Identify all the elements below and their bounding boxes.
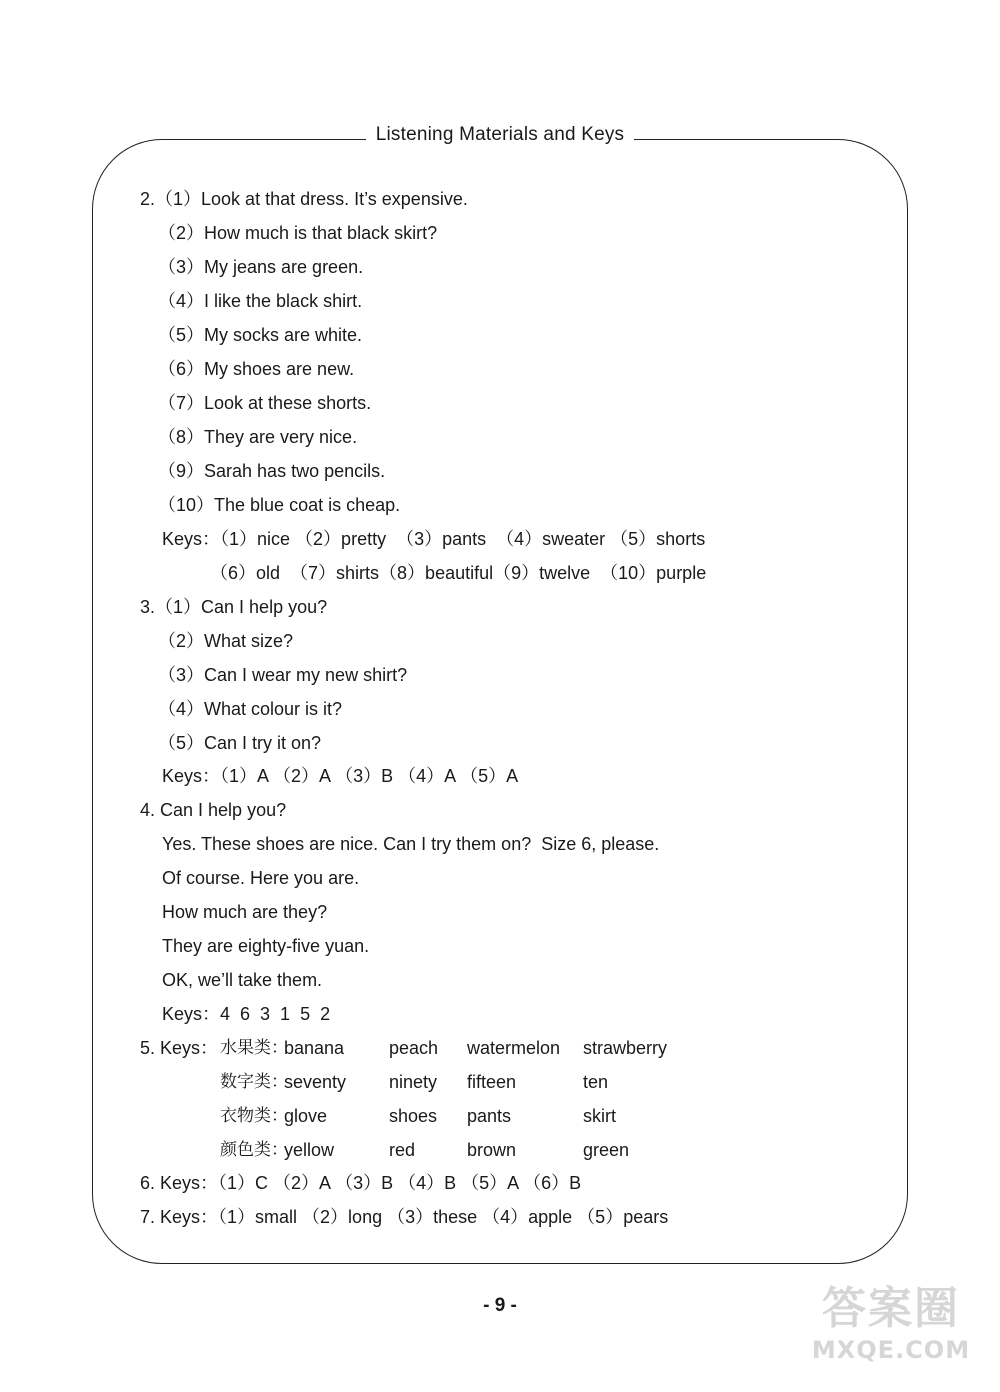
s5-word: peach [389, 1038, 439, 1058]
watermark-site-text: MXQE.COM [811, 1336, 971, 1364]
s2-item-8: （8）They are very nice. [158, 427, 358, 447]
s2-item-3: （3）My jeans are green. [158, 257, 364, 277]
page-header [0, 124, 1000, 146]
s5-word: ninety [389, 1072, 438, 1092]
s4-line-1: 4. Can I help you? [140, 800, 287, 820]
s5-category-fruit: 水果类： [220, 1038, 288, 1058]
s2-item-10: （10）The blue coat is cheap. [158, 495, 401, 515]
s2-item-4: （4）I like the black shirt. [158, 291, 363, 311]
s2-item-2: （2）How much is that black skirt? [158, 223, 438, 243]
s5-word: pants [467, 1106, 512, 1126]
s5-category-colour: 颜色类： [220, 1140, 288, 1160]
s2-item-6: （6）My shoes are new. [158, 359, 355, 379]
s5-word: fifteen [467, 1072, 517, 1092]
s3-keys: Keys：（1）A （2）A （3）B （4）A （5）A [162, 766, 519, 786]
s7-keys: 7. Keys：（1）small （2）long （3）these （4）apple （5）pears [140, 1207, 669, 1227]
s3-item-4: （4）What colour is it? [158, 699, 343, 719]
s5-word: brown [467, 1140, 517, 1160]
s3-item-5: （5）Can I try it on? [158, 733, 322, 753]
s4-line-2: Yes. These shoes are nice. Can I try them on? Size 6, please. [162, 834, 660, 854]
s4-line-6: OK, we’ll take them. [162, 970, 323, 990]
s4-line-3: Of course. Here you are. [162, 868, 360, 888]
s5-word: glove [284, 1106, 328, 1126]
s4-keys: Keys：4 6 3 1 5 2 [162, 1004, 331, 1024]
s2-item-5: （5）My socks are white. [158, 325, 363, 345]
s2-item-9: （9）Sarah has two pencils. [158, 461, 386, 481]
watermark-logo-text: 答案圈 [822, 1283, 960, 1334]
s5-word: yellow [284, 1140, 335, 1160]
s5-word: shoes [389, 1106, 438, 1126]
s3-item-2: （2）What size? [158, 631, 294, 651]
s5-word: red [389, 1140, 416, 1160]
s6-keys: 6. Keys：（1）C （2）A （3）B （4）B （5）A （6）B [140, 1173, 582, 1193]
s5-prefix: 5. Keys： [140, 1038, 219, 1058]
s3-item-3: （3）Can I wear my new shirt? [158, 665, 408, 685]
s4-line-5: They are eighty-five yuan. [162, 936, 370, 956]
header-title: Listening Materials and Keys [366, 124, 635, 145]
s5-word: watermelon [467, 1038, 561, 1058]
s5-category-clothes: 衣物类： [220, 1106, 288, 1126]
s5-word: skirt [583, 1106, 616, 1126]
page-number: - 9 - [483, 1295, 517, 1316]
s5-word: seventy [284, 1072, 347, 1092]
s2-item-7: （7）Look at these shorts. [158, 393, 372, 413]
s5-word: banana [284, 1038, 345, 1058]
s5-word: green [583, 1140, 630, 1160]
watermark-logo [796, 1282, 986, 1382]
s4-line-4: How much are they? [162, 902, 328, 922]
s2-keys-line-2: （6）old （7）shirts（8）beautiful（9）twelve （10）purple [210, 563, 707, 583]
s5-word: ten [583, 1072, 609, 1092]
s2-keys-line-1: Keys：（1）nice （2）pretty （3）pants （4）sweater （5）shorts [162, 529, 706, 549]
s2-item-1: 2.（1）Look at that dress. It’s expensive. [140, 189, 468, 209]
s3-item-1: 3.（1）Can I help you? [140, 597, 328, 617]
s5-category-number: 数字类： [220, 1072, 288, 1092]
s5-word: strawberry [583, 1038, 668, 1058]
